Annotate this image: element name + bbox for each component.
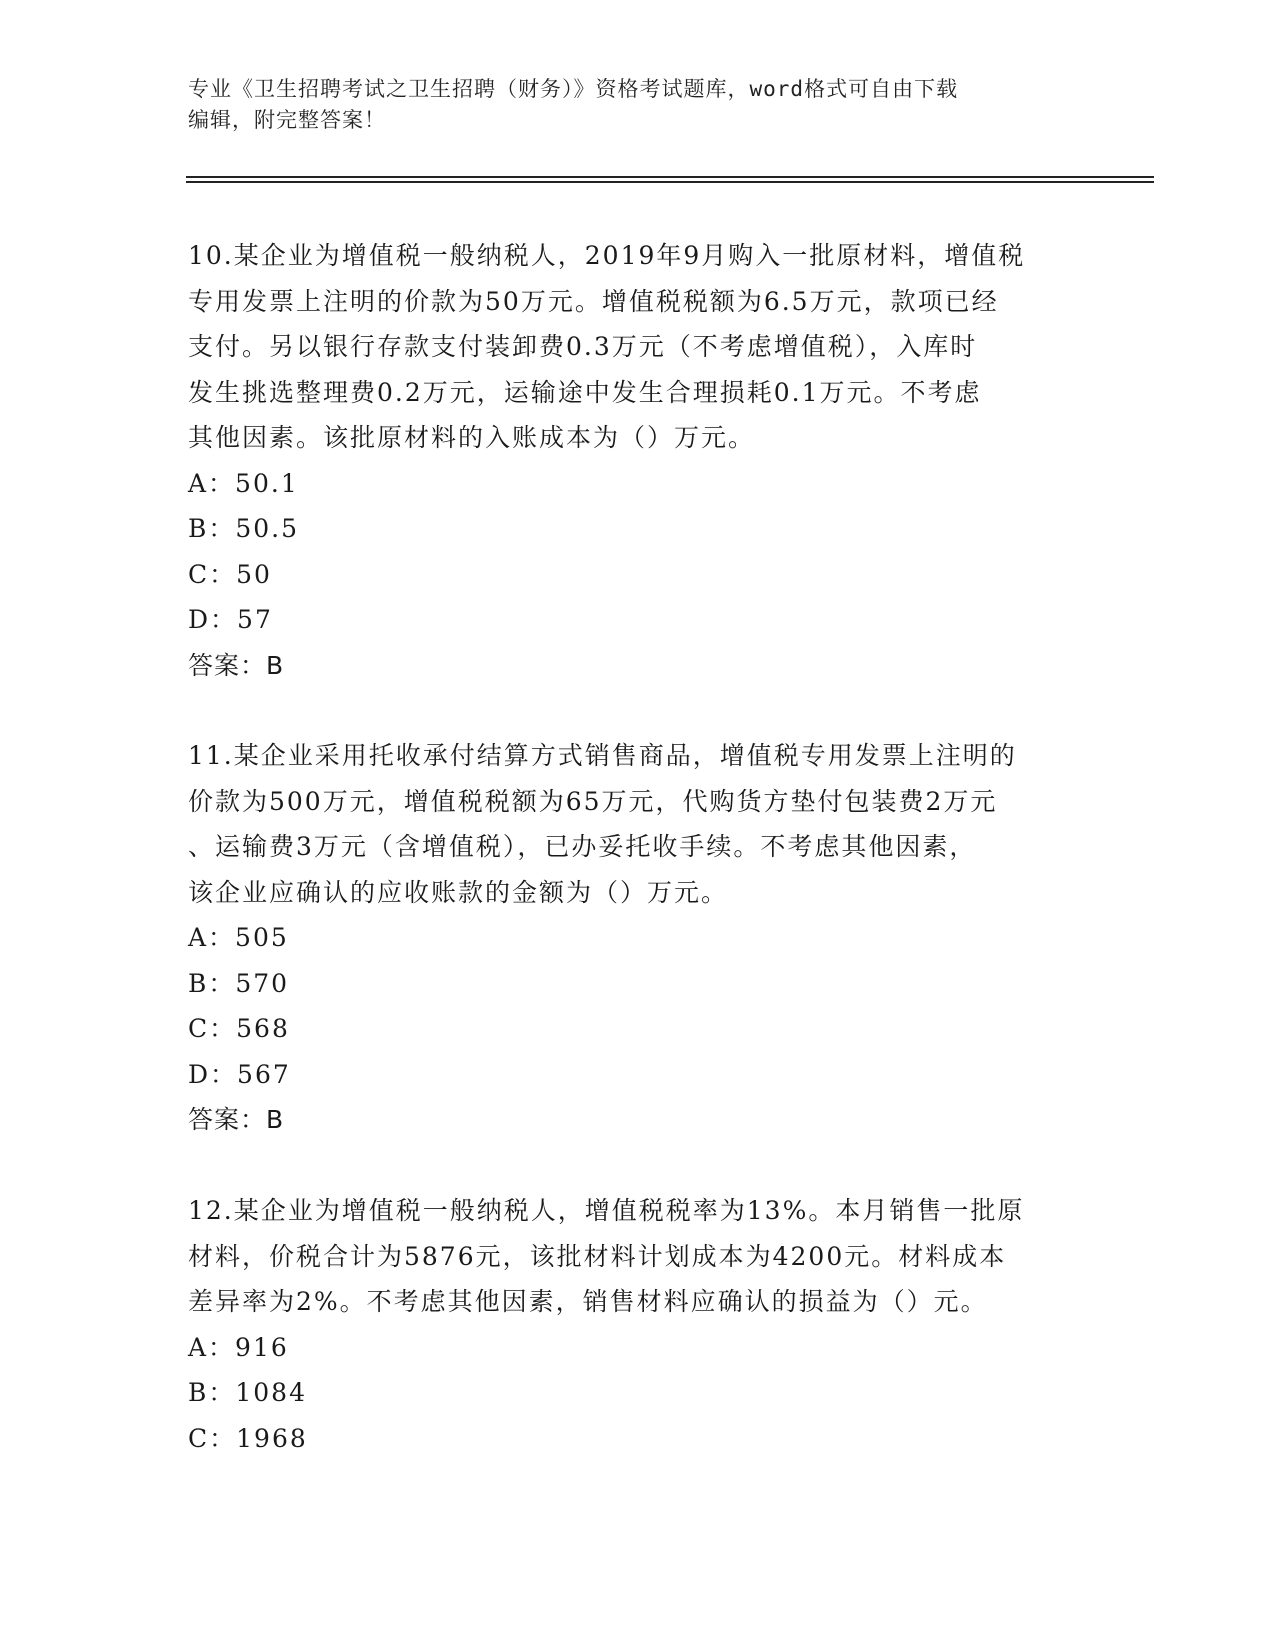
question-10	[188, 233, 1088, 688]
question-stem-line: 价款为500万元，增值税税额为65万元，代购货方垫付包装费2万元	[188, 786, 998, 816]
question-stem-line: 11.某企业采用托收承付结算方式销售商品，增值税专用发票上注明的	[188, 741, 1017, 770]
option-c: C：50	[188, 559, 272, 589]
question-stem	[188, 1188, 1088, 1325]
question-stem	[188, 733, 1088, 915]
question-stem-line: 该企业应确认的应收账款的金额为（）万元。	[188, 877, 729, 907]
question-stem-line: 10.某企业为增值税一般纳税人，2019年9月购入一批原材料，增值税	[188, 241, 1026, 270]
document-header	[188, 74, 1088, 136]
answer-line: 答案：B	[188, 650, 285, 680]
question-stem-line: 其他因素。该批原材料的入账成本为（）万元。	[188, 423, 756, 452]
option-a: A：50.1	[188, 468, 299, 498]
option-d: D：567	[188, 1059, 291, 1089]
option-a: A：916	[188, 1332, 289, 1362]
question-stem-line: 差异率为2%。不考虑其他因素，销售材料应确认的损益为（）元。	[188, 1287, 988, 1316]
header-line-2: 编辑，附完整答案！	[188, 108, 386, 132]
option-c: C：568	[188, 1014, 290, 1043]
question-stem	[188, 233, 1088, 461]
question-stem-line: 专用发票上注明的价款为50万元。增值税税额为6.5万元，款项已经	[188, 286, 999, 316]
question-stem-line: 12.某企业为增值税一般纳税人，增值税税率为13%。本月销售一批原	[188, 1196, 1025, 1225]
question-12	[188, 1188, 1088, 1461]
header-divider-top	[186, 176, 1154, 178]
question-stem-line: 材料，价税合计为5876元，该批材料计划成本为4200元。材料成本	[188, 1241, 1007, 1271]
question-stem-line: 、运输费3万元（含增值税），已办妥托收手续。不考虑其他因素，	[188, 832, 977, 861]
option-b: B：570	[188, 968, 290, 998]
answer-line: 答案：B	[188, 1105, 285, 1134]
question-11	[188, 733, 1088, 1143]
option-b: B：1084	[188, 1378, 307, 1407]
question-stem-line: 发生挑选整理费0.2万元，运输途中发生合理损耗0.1万元。不考虑	[188, 377, 982, 407]
option-b: B：50.5	[188, 514, 300, 543]
option-a: A：505	[188, 923, 289, 952]
option-d: D：57	[188, 605, 273, 634]
header-line-1: 专业《卫生招聘考试之卫生招聘（财务）》资格考试题库，word格式可自由下载	[188, 77, 959, 101]
question-stem-line: 支付。另以银行存款支付装卸费0.3万元（不考虑增值税），入库时	[188, 332, 978, 361]
header-divider-bottom	[186, 181, 1154, 183]
option-c: C：1968	[188, 1423, 308, 1453]
